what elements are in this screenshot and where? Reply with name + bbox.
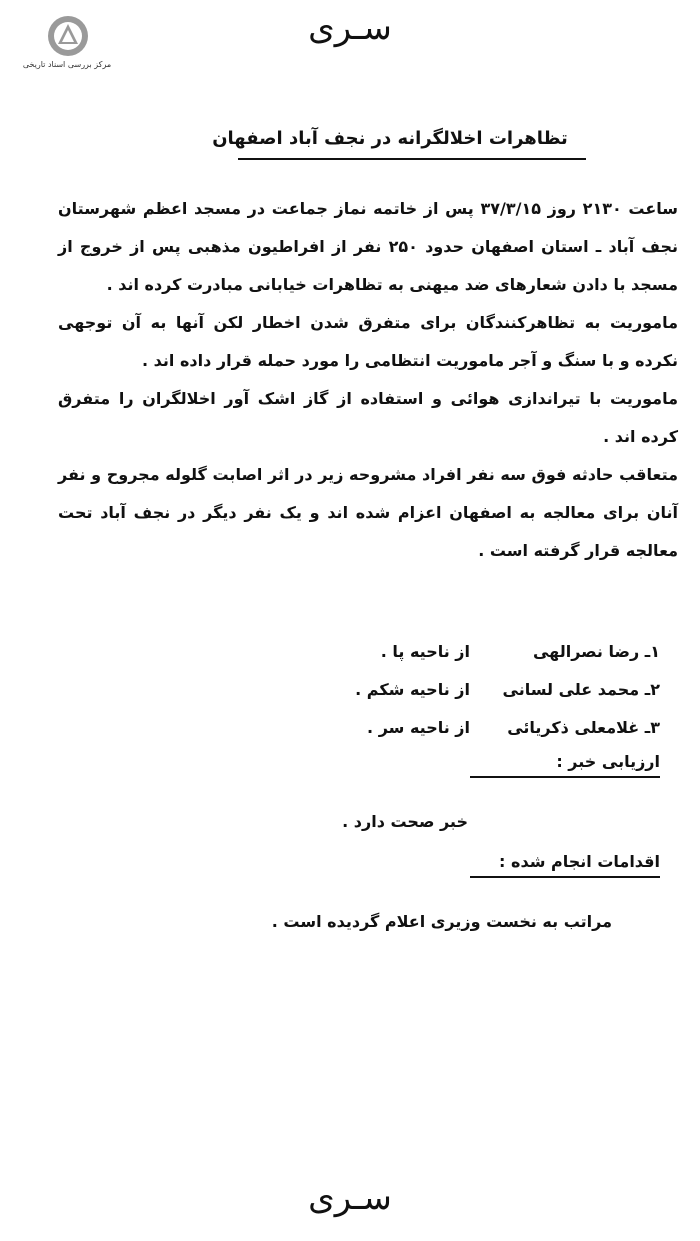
report-body <box>58 190 678 570</box>
assessment-underline <box>470 776 660 778</box>
paragraph-2: ماموریت به تظاهرکنندگان برای متفرق شدن اخطار لکن آنها به آن توجهی نکرده و با سنگ و آجر ماموریت انتظامی را مورد حمله قرار داده اند . <box>58 313 678 370</box>
actions-value: مراتب به نخست وزیری اعلام گردیده است . <box>271 912 612 931</box>
casualty-name: ۳ـ غلامعلی ذکریائی <box>507 717 660 737</box>
paragraph-4: متعاقب حادثه فوق سه نفر افراد مشروحه زیر در اثر اصابت گلوله مجروح و نفر آنان برای معالجه به اصفهان اعزام شده اند و یک نفر دیگر در نجف آباد تحت معالجه قرار گرفته است . <box>58 465 678 560</box>
paragraph-1: ساعت ۲۱۳۰ روز ۳۷/۳/۱۵ پس از خاتمه نماز جماعت در مسجد اعظم شهرستان نجف آباد ـ استان اصفهان حدود ۲۵۰ نفر از افراطیون مذهبی پس از خروج از مسجد با دادن شعارهای ضد میهنی به تظاهرات خیابانی مبادرت کرده اند . <box>58 199 679 294</box>
casualty-row <box>240 708 660 746</box>
actions-label: اقدامات انجام شده : <box>499 852 660 871</box>
casualty-list <box>240 632 660 746</box>
casualty-name: ۲ـ محمد علی لسانی <box>502 679 660 699</box>
logo-caption: مرکز بررسی اسناد تاریخی <box>22 60 112 69</box>
classification-header: سـری <box>308 8 392 48</box>
assessment-label: ارزیابی خبر : <box>556 752 660 771</box>
casualty-injury: از ناحیه شکم . <box>355 679 470 699</box>
document-title: تظاهرات اخلالگرانه در نجف آباد اصفهان <box>212 128 568 149</box>
casualty-name: ۱ـ رضا نصرالهی <box>532 641 660 661</box>
paragraph-3: ماموریت با تیراندازی هوائی و استفاده از گاز اشک آور اخلالگران را متفرق کرده اند . <box>58 389 678 446</box>
casualty-row <box>240 632 660 670</box>
casualty-injury: از ناحیه پا . <box>380 641 470 661</box>
actions-underline <box>470 876 660 878</box>
assessment-value: خبر صحت دارد . <box>342 812 468 831</box>
title-underline <box>238 158 586 160</box>
casualty-row <box>240 670 660 708</box>
casualty-injury: از ناحیه سر . <box>367 717 470 737</box>
classification-footer: سـری <box>308 1178 392 1218</box>
